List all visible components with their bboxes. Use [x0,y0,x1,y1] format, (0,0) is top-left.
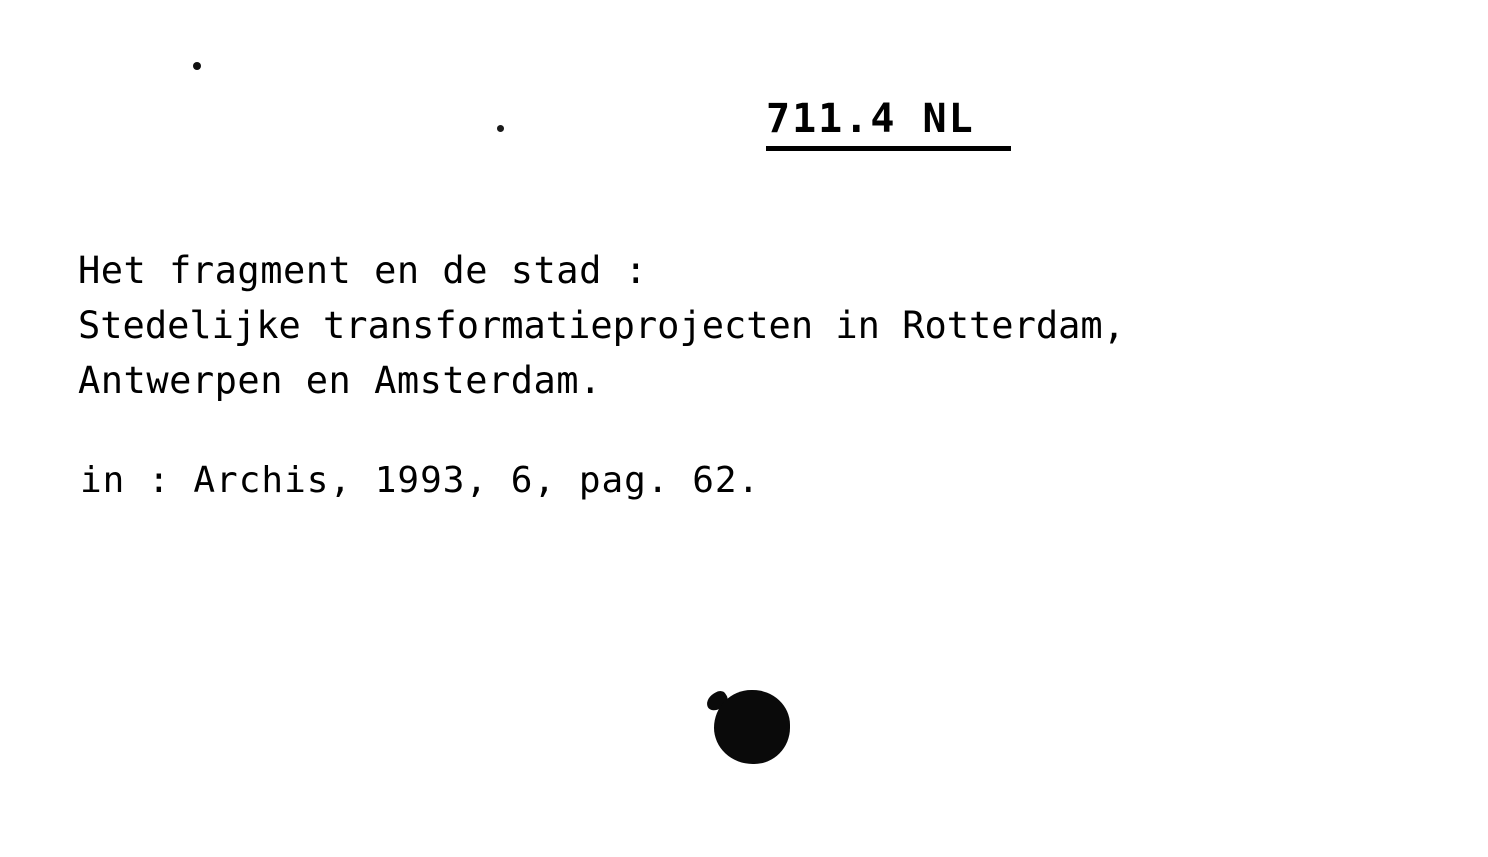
citation [80,455,760,507]
citation-text: in : Archis, 1993, 6, pag. 62 [80,460,738,501]
title-line: Antwerpen en Amsterdam. [78,359,602,402]
ink-blot-icon [714,690,790,764]
title-line: Het fragment en de stad : [78,249,648,292]
classmark: 711.4 NL [766,98,1011,151]
citation-trailing-dot: . [737,460,761,501]
ink-speck-icon [193,62,201,70]
ink-speck-secondary-icon [497,125,504,132]
title-line: Stedelijke transformatieprojecten in Rotterdam, [78,304,1125,347]
title-block [78,243,1418,408]
